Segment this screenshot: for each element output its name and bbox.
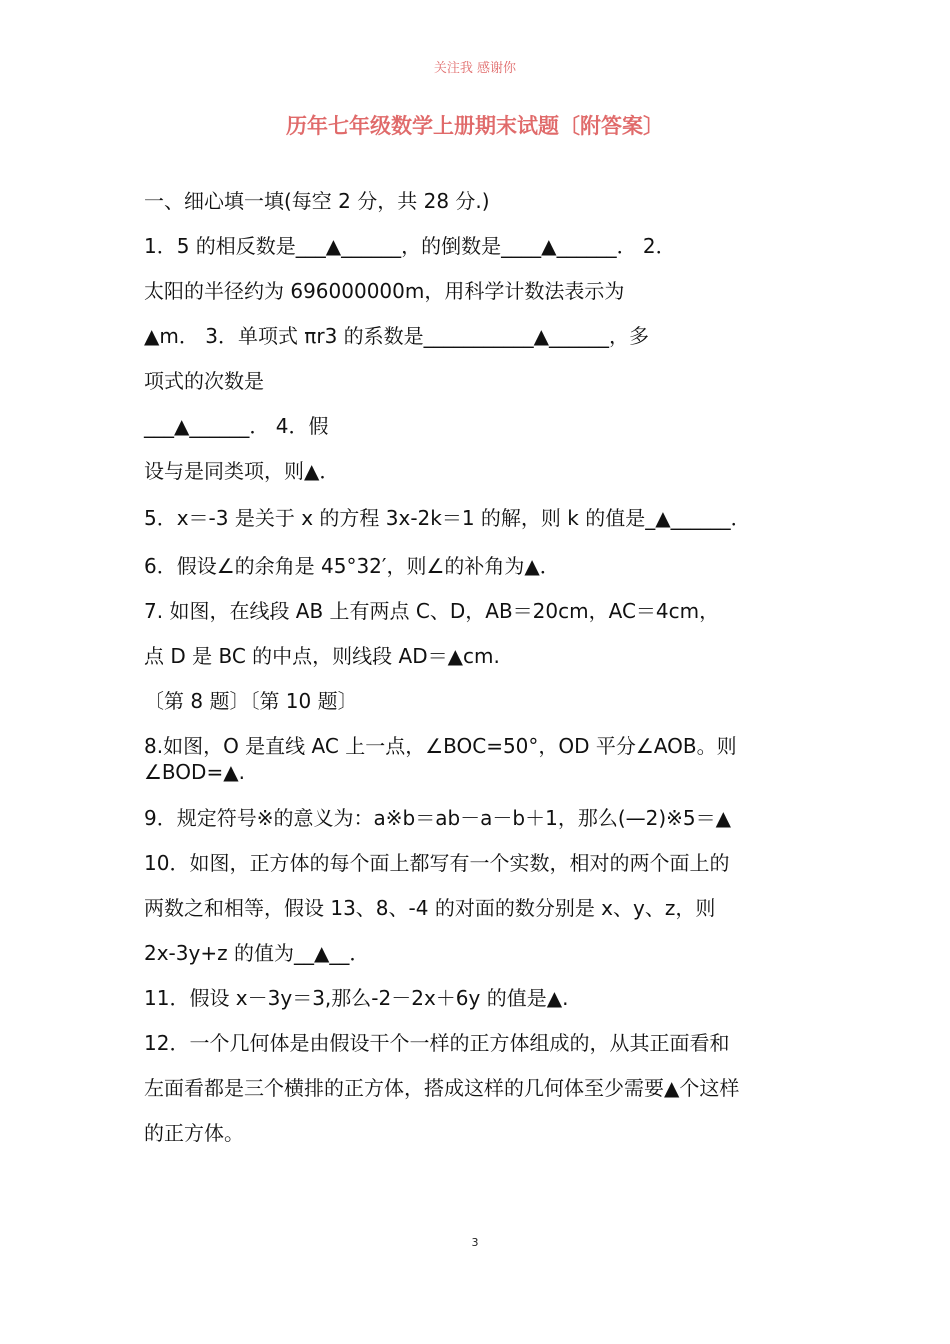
header-note: 关注我 感谢你	[433, 61, 517, 76]
question-4-line: ___▲______． 4．假	[144, 414, 329, 438]
question-7-continued: 点 D 是 BC 的中点，则线段 AD＝▲cm.	[144, 644, 500, 668]
question-2-line: 太阳的半径约为 696000000m，用科学计数法表示为	[144, 279, 625, 303]
figure-captions: 〔第 8 题〕〔第 10 题〕	[144, 689, 358, 713]
question-11-line: 11．假设 x－3y＝3,那么-2－2x＋6y 的值是▲.	[144, 986, 569, 1010]
question-6-line: 6．假设∠的余角是 45°32′，则∠的补角为▲．	[144, 554, 560, 578]
question-4-continued: 设与是同类项，则▲．	[144, 459, 340, 483]
question-8-line: 8.如图，O 是直线 AC 上一点，∠BOC=50°，OD 平分∠AOB。则∠BOD=▲.	[144, 734, 737, 784]
page-number: 3	[471, 1236, 479, 1249]
question-3-line: ▲m． 3．单项式 πr3 的系数是___________▲______，多	[144, 324, 650, 348]
question-9-line: 9．规定符号※的意义为：a※b＝ab－a－b＋1，那么(—2)※5＝▲	[144, 806, 732, 830]
question-1-line: 1．5 的相反数是___▲______，的倒数是____▲______． 2．	[144, 234, 676, 258]
question-12-line: 12．一个几何体是由假设干个一样的正方体组成的，从其正面看和	[144, 1031, 730, 1055]
question-10-line: 10．如图，正方体的每个面上都写有一个实数，相对的两个面上的	[144, 851, 730, 875]
document-title: 历年七年级数学上册期末试题〔附答案〕	[286, 114, 664, 138]
section-heading: 一、细心填一填(每空 2 分，共 28 分.)	[144, 189, 490, 213]
question-10-answer-line: 2x-3y+z 的值为__▲__．	[144, 941, 370, 965]
question-3-continued: 项式的次数是	[144, 369, 264, 393]
question-12-end: 的正方体。	[144, 1121, 244, 1145]
question-7-line: 7. 如图，在线段 AB 上有两点 C、D，AB＝20cm，AC＝4cm，	[144, 599, 720, 623]
question-5-line: 5．x＝-3 是关于 x 的方程 3x-2k＝1 的解，则 k 的值是_▲______．	[144, 506, 751, 530]
question-12-continued: 左面看都是三个横排的正方体，搭成这样的几何体至少需要▲个这样	[144, 1076, 740, 1100]
question-10-continued: 两数之和相等，假设 13、8、-4 的对面的数分别是 x、y、z，则	[144, 896, 716, 920]
